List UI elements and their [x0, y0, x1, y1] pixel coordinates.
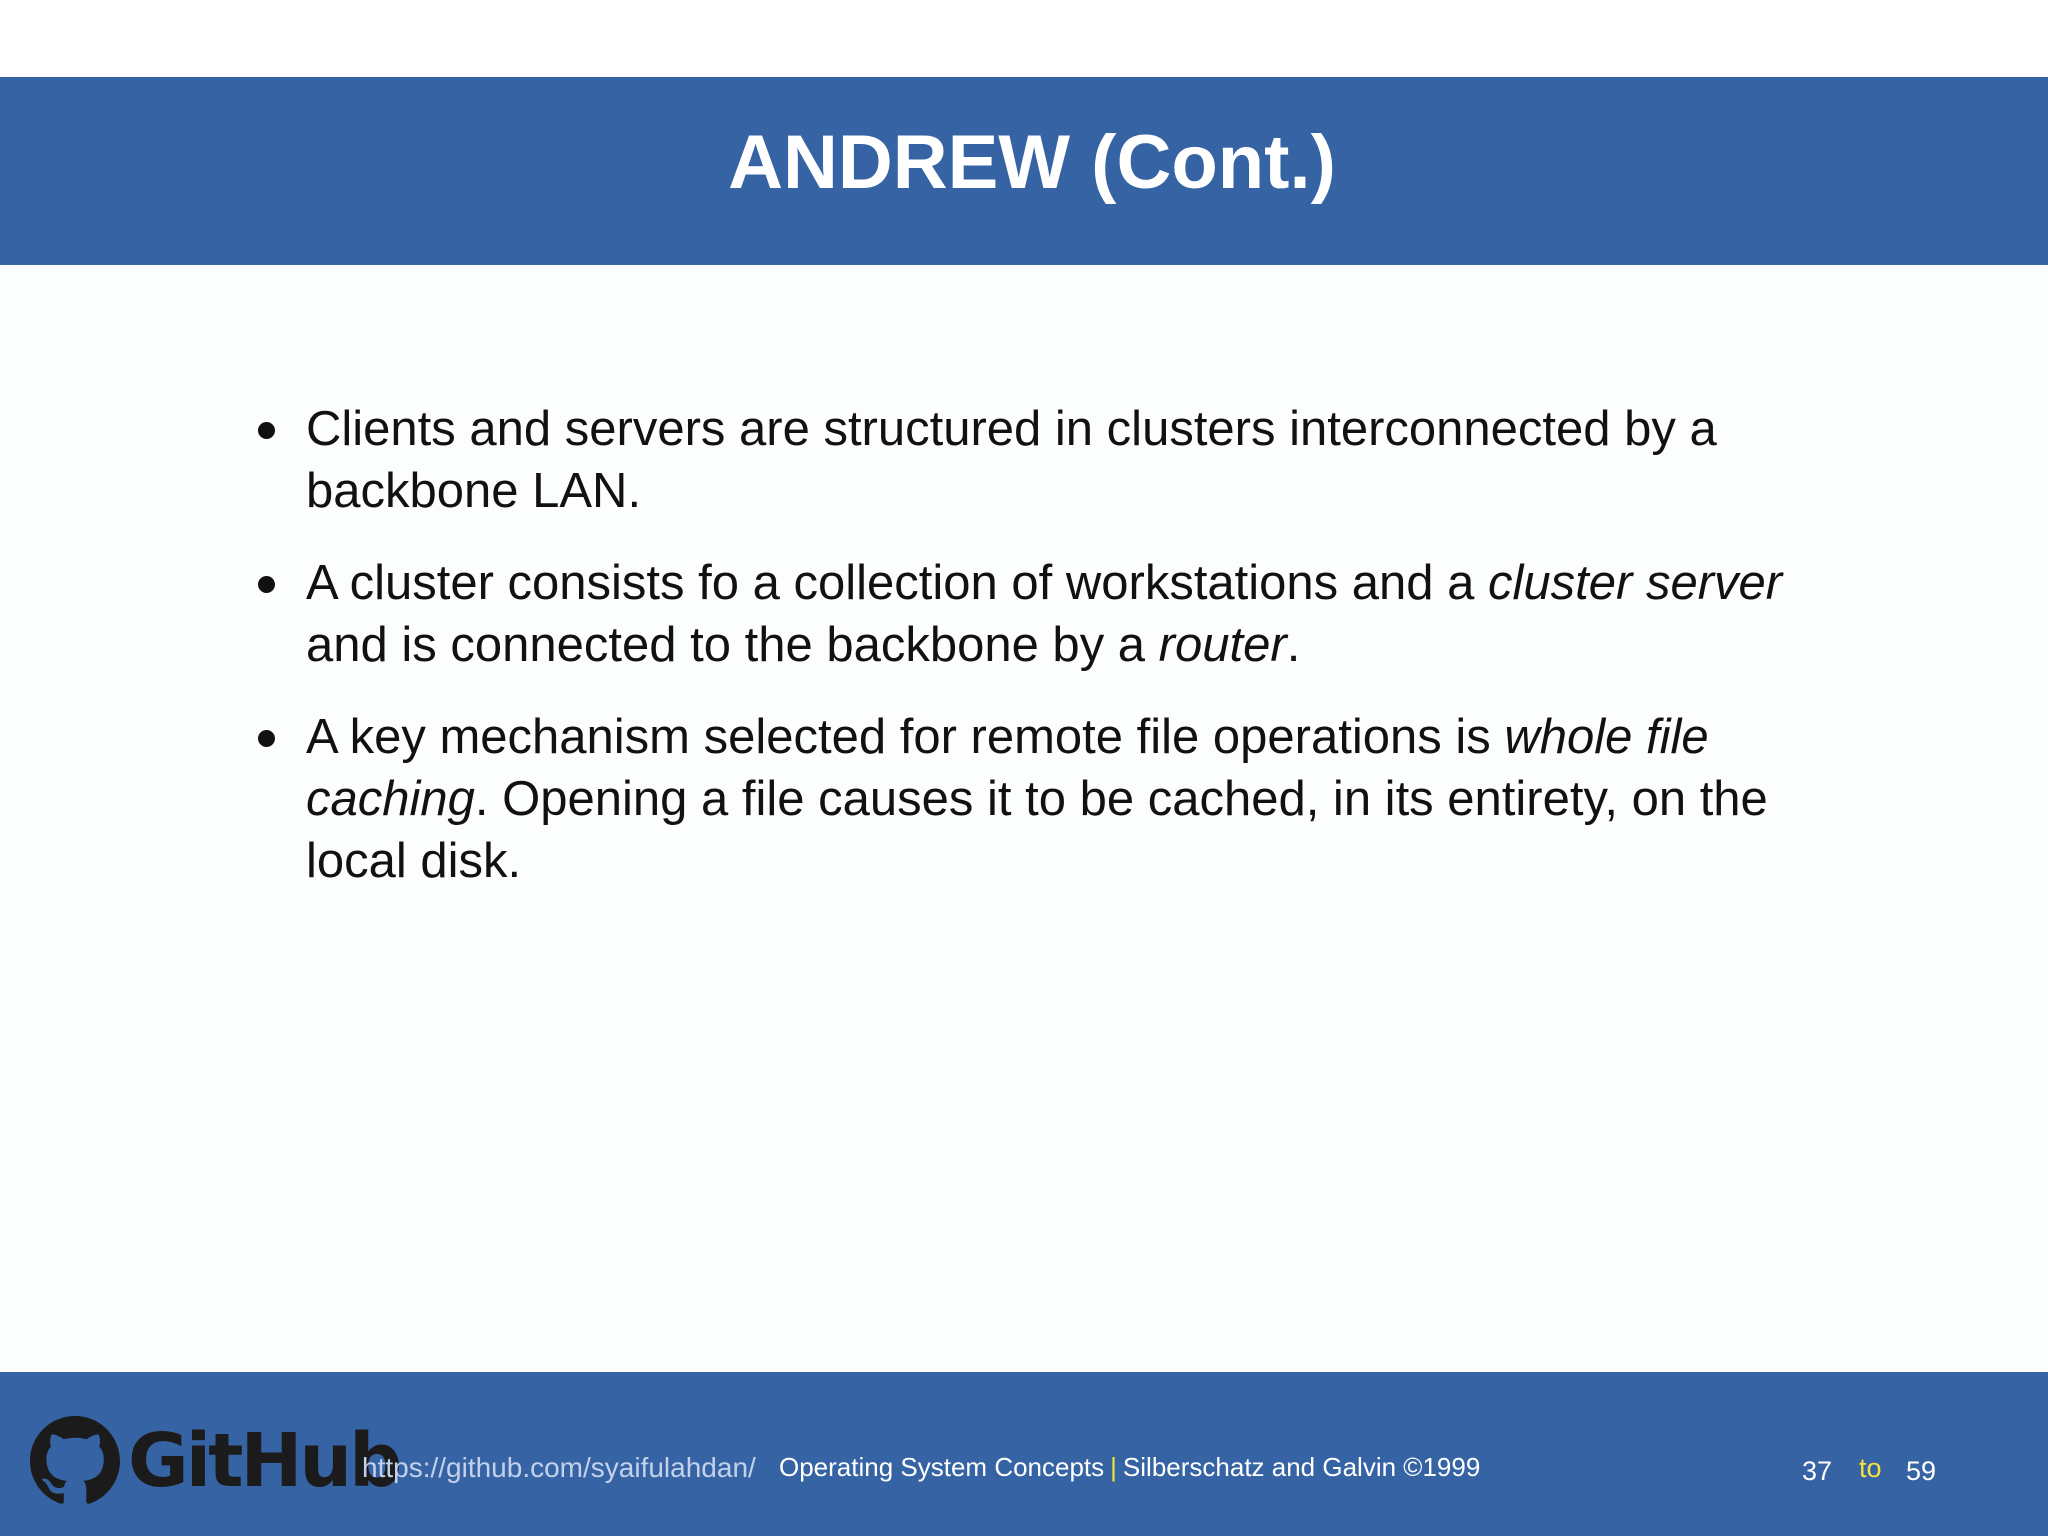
bullet-segment-italic: whole file caching	[306, 710, 1709, 826]
top-margin	[0, 0, 2048, 77]
bullet-segment-italic: router	[1158, 618, 1287, 672]
github-octocat-icon	[30, 1416, 120, 1506]
bullet-text	[306, 556, 1782, 672]
bullet-segment: A cluster consists fo a collection of workstations and a	[306, 556, 1489, 610]
bullet-text	[306, 402, 1717, 518]
bullet-item	[255, 706, 1785, 892]
bullet-text	[306, 710, 1768, 888]
footer-authors: Silberschatz and Galvin ©1999	[1122, 1452, 1481, 1482]
bullet-segment: and is connected to the backbone by a	[306, 618, 1159, 672]
footer-url-link[interactable]: https://github.com/syaifulahdan/	[362, 1452, 756, 1483]
page-current: 37	[1802, 1456, 1833, 1486]
bullet-dot-icon	[258, 422, 275, 439]
github-logo	[30, 1414, 399, 1508]
slide-title: ANDREW (Cont.)	[728, 119, 1336, 205]
bullet-item	[255, 398, 1785, 522]
bullet-dot-icon	[258, 730, 275, 747]
bullet-item	[255, 552, 1785, 676]
bullet-list	[255, 398, 1785, 922]
bullet-segment: A key mechanism selected for remote file operations is	[306, 710, 1505, 764]
bullet-dot-icon	[258, 576, 275, 593]
title-band	[0, 77, 2048, 265]
bullet-segment: .	[1286, 618, 1301, 672]
footer-separator: |	[1110, 1452, 1117, 1482]
bullet-segment: . Opening a file causes it to be cached, in its entirety, on the local disk.	[306, 772, 1768, 888]
github-wordmark: GitHub	[128, 1418, 400, 1504]
footer-book-title: Operating System Concepts	[779, 1452, 1105, 1482]
bullet-segment: Clients and servers are structured in clusters interconnected by a backbone LAN.	[306, 402, 1717, 518]
page-total: 59	[1906, 1456, 1937, 1486]
footer-citation	[779, 1452, 1480, 1483]
bullet-segment-italic: cluster server	[1488, 556, 1783, 610]
page-to-label: to	[1859, 1453, 1882, 1483]
